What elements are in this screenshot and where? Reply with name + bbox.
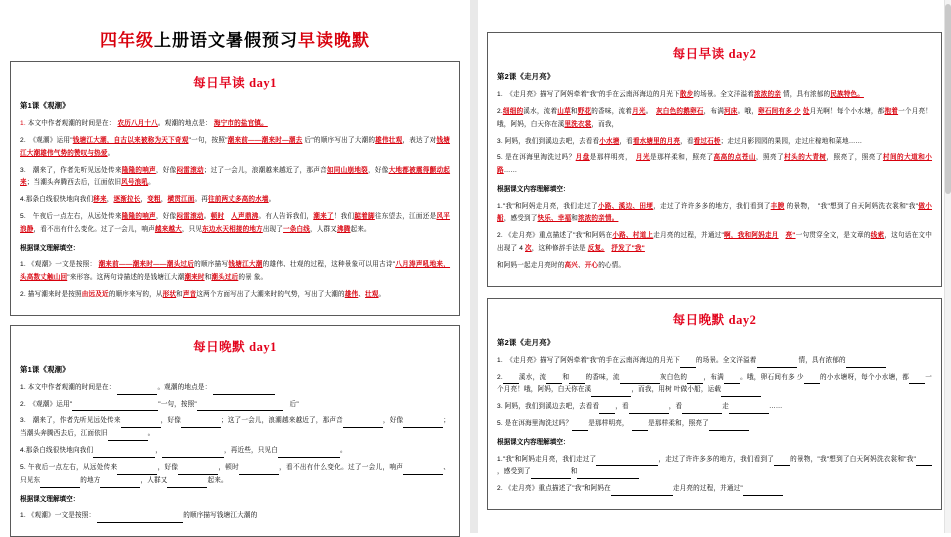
question-item: 2. 《观潮》运用" "一句，按照" 后" xyxy=(20,399,450,412)
fill-in-item: 1."我"和阿妈走月亮，我们走过了小路、溪边、田埂，走过了许许多多的地方，我们看到了丰腴 的景物， "我"想到了自天阿妈洗衣裳和"我"做小船，感受到了快乐、幸福和浓浓的亲情。 xyxy=(497,202,932,223)
answer-blank[interactable] xyxy=(687,378,703,385)
answer-blank[interactable] xyxy=(629,408,669,415)
lesson-heading: 第2课《走月亮》 xyxy=(497,72,555,81)
answer-blank[interactable] xyxy=(97,516,183,523)
answer-blank[interactable] xyxy=(72,405,158,412)
answer-blank[interactable] xyxy=(620,378,660,385)
panel-title-morning-day1 xyxy=(20,73,450,91)
panel-evening-day1 xyxy=(10,325,460,537)
answer-blank[interactable] xyxy=(239,468,279,475)
answer-blank[interactable] xyxy=(108,435,148,442)
fill-in-item: 2. 描写潮来时是按照由远及近的顺序来写的，从形状和声音这两个方面写出了大潮来时的气势，写出了大潮的雄伟、壮观。 xyxy=(20,290,386,298)
left-column xyxy=(0,0,470,533)
answer-blank[interactable] xyxy=(757,361,797,368)
question-item: 3. 潮来了，作者先听见远处传来隆隆的响声，好像闷雷滚动；过了一会儿，浪潮越来越近了，那声音如同山崩地裂，好像大地都被震得颤动起来；当潮头奔腾西去后，江面依旧风号浪吼。 xyxy=(20,166,451,187)
answer-blank[interactable] xyxy=(846,361,886,368)
question-item: 4.那条白线很快地向我们 ， ，再近些，只见白 。 xyxy=(20,445,450,458)
answer-blank[interactable] xyxy=(577,473,639,480)
scrollbar-thumb[interactable] xyxy=(945,4,951,194)
answer-blank[interactable] xyxy=(40,481,80,488)
question-item: 5. 午夜后一点左右，从远处传来隆隆的响声，好像闷雷滚动。顿时 人声鼎沸。有人告诉我们，潮来了！我们踮着脚往东望去，江面还是风平浪静，看不出有什么变化。过了一会儿，响声越来越大，只见东边水天相接的地方出现了一条白线，人群又沸腾起来。 xyxy=(20,213,451,233)
answer-blank[interactable] xyxy=(709,424,749,431)
answer-blank[interactable] xyxy=(213,388,275,395)
answer-blank[interactable] xyxy=(591,391,631,398)
fill-in-header: 根据课文理解填空： xyxy=(20,495,80,503)
vertical-scrollbar[interactable] xyxy=(944,0,951,533)
panel-title-evening-day2 xyxy=(497,310,932,328)
answer-blank[interactable] xyxy=(197,405,283,412)
answer-blank[interactable] xyxy=(611,489,673,496)
panel-evening-day2 xyxy=(487,298,942,510)
answer-blank[interactable] xyxy=(596,460,658,467)
answer-blank[interactable] xyxy=(572,424,588,431)
panel-morning-day2 xyxy=(487,32,942,287)
panel-title-en: day2 xyxy=(728,312,757,327)
answer-blank[interactable] xyxy=(167,481,207,488)
question-item: 5. 是在洱海里淘洗过吗？ 是那样明亮， 是那样柔和，照亮了 xyxy=(497,418,932,431)
answer-blank[interactable] xyxy=(531,473,571,480)
panel-title-cn: 每日早读 xyxy=(193,76,246,90)
question-item: 3. 潮来了，作者先听见远处传来 ，好像 ；这了一会儿，浪潮越来越近了，那声音 ，好像 ；当潮头奔腾西去后，江面依旧 。 xyxy=(20,415,450,441)
question-item: 1. 本文中作者观潮的时间是在： 农历八月十八。观潮的地点是： 海宁市的盐官镇。 xyxy=(20,120,268,127)
question-item: 2. 《观潮》运用"钱塘江大潮，自古以来被称为天下奇观"一句，按照"潮来前——潮来时—潮去 后"的顺序写出了大潮的雄伟壮观，表达了对钱塘江大潮雄伟气势的赞叹与热爱。 xyxy=(20,136,451,157)
fill-in-header: 根据课文内容理解填空： xyxy=(497,439,570,447)
page-title xyxy=(0,26,470,51)
panel-title-morning-day2 xyxy=(497,44,932,62)
question-item: 4.那条白线很快地向我们移来，逐渐拉长，变粗，横贯江面。再往前两丈多高的水墙。 xyxy=(20,196,276,204)
question-item: 3. 阿妈，我们到溪边去吧，去看看 ，看 ，看 走 …… xyxy=(497,401,932,414)
panel-title-cn: 每日早读 xyxy=(672,47,725,61)
answer-blank[interactable] xyxy=(743,489,783,496)
panel-title-evening-day1 xyxy=(20,337,450,355)
answer-blank[interactable] xyxy=(178,468,218,475)
answer-blank[interactable] xyxy=(724,378,740,385)
question-item: 5. 午夜后一点左右，从远处传来 ，好像 ，顿时 ，看不出有什么变化。过了一会儿，响声 、 只见东 的地方 ，人群又 起来。 xyxy=(20,462,450,488)
answer-blank[interactable] xyxy=(916,460,932,467)
answer-blank[interactable] xyxy=(93,451,155,458)
question-item: 1. 《走月亮》描写了阿妈牵着"我"的手在云南洱海边的月光下 的场景。全文洋溢着 情，具有浓郁的 xyxy=(497,355,932,368)
answer-blank[interactable] xyxy=(909,378,925,385)
answer-blank[interactable] xyxy=(278,451,340,458)
answer-blank[interactable] xyxy=(403,468,443,475)
answer-blank[interactable] xyxy=(774,460,790,467)
answer-blank[interactable] xyxy=(599,408,615,415)
answer-blank[interactable] xyxy=(100,481,140,488)
right-column xyxy=(478,0,951,533)
panel-title-cn: 每日晚默 xyxy=(672,312,725,327)
answer-blank[interactable] xyxy=(403,422,443,429)
column-divider xyxy=(470,0,478,533)
answer-blank[interactable] xyxy=(162,451,224,458)
answer-blank[interactable] xyxy=(117,468,157,475)
question-item: 3. 阿妈，我们到溪边去吧，去看看小水塘，看看水塘里的月亮，看看过石桥；走过月影园园的果园，走过庄稼地和菜地…… xyxy=(497,137,863,145)
lesson-heading: 第1课《观潮》 xyxy=(20,364,70,374)
panel-morning-day1 xyxy=(10,61,460,316)
answer-blank[interactable] xyxy=(121,422,161,429)
page-title-part-grade: 四年级 xyxy=(100,31,154,50)
fill-in-header: 根据课文内容理解填空： xyxy=(497,186,570,194)
answer-blank[interactable] xyxy=(682,408,722,415)
panel-title-en: day1 xyxy=(249,76,277,90)
question-item: 1. 《走月亮》描写了阿妈牵着"我"的手在云南洱海边的月光下散步的场景。全文洋溢着浓浓的亲 情，具有浓郁的民族特色。 xyxy=(497,91,864,98)
fill-in-header: 根据课文理解填空： xyxy=(20,244,80,252)
fill-in-item: 2. 《走月亮》重点描述了"我"和阿妈在 走月亮的过程，并通过" xyxy=(497,483,932,496)
answer-blank[interactable] xyxy=(343,422,383,429)
question-item: 2. 溪水，流 和 的香味，流 灰白色的 ，布满 。哦，卵石间有多 少 的小水塘呀，每个小水塘，都 一个月亮！哦，阿妈，白天你在溪 ，而我，用树 叶做小船，运载 xyxy=(497,372,932,398)
answer-blank[interactable] xyxy=(503,378,519,385)
fill-in-item: 和阿妈一起走月亮时的高兴、开心的心情。 xyxy=(497,261,626,269)
answer-blank[interactable] xyxy=(181,422,221,429)
question-item: 2.细细的溪水，流着山草和野花的香味，流着月光。 灰白色的鹅卵石，布满河床。哦，卵石间有多 少 处月光啊！每个小水塘，都抱着一个月亮！哦，阿妈，白天你在溪里洗衣裳，而我， xyxy=(497,107,933,128)
fill-in-item: 2. 《走月亮》重点描述了"我"和阿妈在小路、村道上走月亮的过程，并通过"啊，我和阿妈走月 亮"一句贯穿全文，是文章的线索，这句话在文中出现了 4 次，这种修辞手法是 反复。 抒发了"我" xyxy=(497,232,932,253)
page-title-part-subject: 上册语文暑假预习 xyxy=(154,31,298,50)
answer-blank[interactable] xyxy=(569,378,585,385)
panel-title-en: day2 xyxy=(728,47,757,61)
panel-title-cn: 每日晚默 xyxy=(193,339,246,354)
question-item: 1. 本文中作者观潮的时间是在： 。观潮的地点是： xyxy=(20,382,450,395)
answer-blank[interactable] xyxy=(117,388,157,395)
lesson-heading: 第2课《走月亮》 xyxy=(497,337,555,347)
answer-blank[interactable] xyxy=(721,391,761,398)
answer-blank[interactable] xyxy=(729,408,769,415)
page-title-part-mode: 早读晚默 xyxy=(298,31,370,50)
lesson-heading: 第1课《观潮》 xyxy=(20,101,70,110)
answer-blank[interactable] xyxy=(546,378,562,385)
fill-in-item: 1. 《观潮》一文是按照： 的顺序描写钱塘江大潮的 xyxy=(20,510,450,523)
panel-title-en: day1 xyxy=(249,339,277,354)
fill-in-item: 1."我"和阿妈走月亮，我们走过了 ，走过了许许多多的地方，我们看到了 的景物，"我"想到了白天阿妈洗衣裳和"我"，感受到了 和 xyxy=(497,454,932,480)
answer-blank[interactable] xyxy=(632,424,648,431)
question-item: 5. 是在洱海里淘洗过吗？月盘是那样明亮， 月光是那样柔和，照亮了高高的点苍山，照亮了村头的大青树，照亮了，照亮了村间的大道和小路…… xyxy=(497,154,933,175)
answer-blank[interactable] xyxy=(680,361,696,368)
answer-blank[interactable] xyxy=(804,378,820,385)
fill-in-item: 1. 《观潮》一文是按照： 潮来前——潮来时——潮头过后的顺序描写钱塘江大潮的雄伟、壮观的过程，这种景象可以用古诗"八月涛声吼地来，头高数丈触山回"来形容。这两句诗描述的是钱塘江大潮潮来时和潮头过后的景 象。 xyxy=(20,261,451,282)
